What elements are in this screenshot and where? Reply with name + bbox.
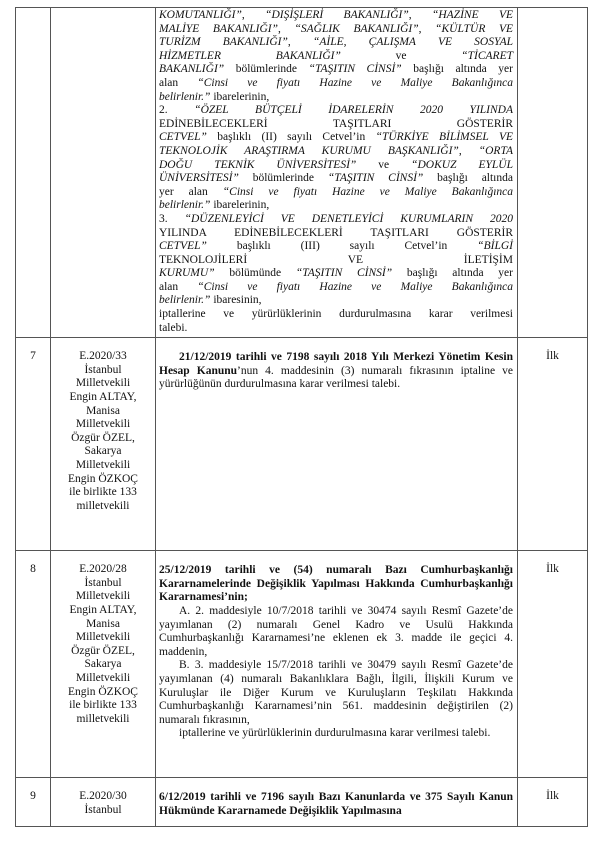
subject-line: KURUMU” bölümünde “TAŞITIN CİNSİ” başlığı altında yer bbox=[159, 267, 513, 280]
subject-line: KOMUTANLIĞI”, “DIŞİŞLERİ BAKANLIĞI”, “HAZİNE VE bbox=[159, 9, 513, 21]
subject-line: YILINDA EDİNEBİLECEKLERİ TAŞITLARI GÖSTERİR bbox=[159, 226, 513, 239]
applicant-cell bbox=[51, 338, 156, 551]
subject-line: MALİYE BAKANLIĞI”, “SAĞLIK BAKANLIĞI”, “KÜLTÜR VE bbox=[159, 22, 513, 35]
subject-line: belirlenir.” ibarelerinin, bbox=[159, 90, 270, 103]
subject-line: 3. “DÜZENLEYİCİ VE DENETLEYİCİ KURUMLARIN 2020 bbox=[159, 212, 513, 225]
subject-line: alan “Cinsi ve fiyatı Hazine ve Maliye Bakanlığınca bbox=[159, 280, 514, 293]
subject-line: BAKANLIĞI” bölümlerinde “TAŞITIN CİNSİ” başlığı altında yer bbox=[159, 63, 513, 76]
subject-conclusion: iptallerine ve yürürlüklerinin durdurulmasına karar verilmesi talebi. bbox=[179, 727, 491, 740]
row-number: 9 bbox=[16, 778, 51, 827]
applicant-text: E.2020/30 İstanbul bbox=[79, 790, 127, 816]
subject-text: ’nun 4. maddesinin (3) numaralı fıkrasının iptaline ve yürürlüğünün durdurulmasına karar verilmesi talebi. bbox=[159, 364, 513, 391]
subject-cell-continued bbox=[156, 8, 518, 338]
subject-line: EDİNEBİLECEKLERİ TAŞITLARI GÖSTERİR bbox=[159, 117, 513, 130]
subject-line: TEKNOLOJİK ARAŞTIRMA KURUMU BAŞKANLIĞI”, “ORTA bbox=[159, 144, 514, 157]
table-row bbox=[16, 778, 588, 827]
table-row bbox=[16, 551, 588, 778]
subject-line: belirlenir.” ibarelerinin, bbox=[159, 199, 270, 212]
applicant-text: E.2020/28 İstanbul Milletvekili Engin ALTAY, Manisa Milletvekili Özgür ÖZEL, Sakarya Milletvekili Engin ÖZKOÇ ile birlikte 133 milletvekili bbox=[68, 563, 138, 725]
subject-line: 2. “ÖZEL BÜTÇELİ İDARELERİN 2020 YILINDA bbox=[159, 104, 513, 117]
subject-line: ÜNİVERSİTESİ” bölümlerinde “TAŞITIN CİNSİ” başlığı altında bbox=[159, 172, 513, 185]
result-cell: İlk bbox=[518, 551, 588, 778]
subject-line: alan “Cinsi ve fiyatı Hazine ve Maliye Bakanlığınca bbox=[159, 76, 514, 89]
subject-line: CETVEL” başlıklı (II) sayılı Cetvel’in “TÜRKİYE BİLİMSEL VE bbox=[159, 131, 513, 144]
subject-law-title: 21/12/2019 tarihli ve 7198 sayılı 2018 Yılı Merkezi Yönetim Kesin Hesap Kanunu bbox=[159, 351, 513, 377]
subject-cell bbox=[156, 778, 518, 827]
result-cell bbox=[518, 8, 588, 338]
decisions-table bbox=[15, 7, 588, 827]
subject-line: DOĞU TEKNİK ÜNİVERSİTESİ” ve “DOKUZ EYLÜL bbox=[159, 158, 513, 171]
row-number: 7 bbox=[16, 338, 51, 551]
subject-line: CETVEL” başlıklı (III) sayılı Cetvel’in “BİLGİ bbox=[159, 240, 513, 253]
row-number: 8 bbox=[16, 551, 51, 778]
subject-decree-title: 25/12/2019 tarihli ve (54) numaralı Bazı Cumhurbaşkanlığı Kararnamelerinde Değişiklik Yapılması Hakkında Cumhurbaşkanlığı Kararnamesi’nin; bbox=[159, 564, 513, 604]
subject-line: iptallerine ve yürürlüklerinin durdurulmasına karar verilmesi bbox=[159, 308, 513, 321]
subject-line: belirlenir.” ibaresinin, bbox=[159, 294, 262, 307]
subject-line: TEKNOLOJİLERİ VE İLETİŞİM bbox=[159, 253, 513, 266]
subject-line: HİZMETLER BAKANLIĞI” ve “TİCARET bbox=[159, 49, 513, 62]
applicant-text: E.2020/33 İstanbul Milletvekili Engin ALTAY, Manisa Milletvekili Özgür ÖZEL, Sakarya Milletvekili Engin ÖZKOÇ ile birlikte 133 milletvekili bbox=[68, 350, 138, 512]
result-cell: İlk bbox=[518, 338, 588, 551]
table-row bbox=[16, 338, 588, 551]
applicant-cell bbox=[51, 778, 156, 827]
number-cell bbox=[16, 8, 51, 338]
subject-line: yer alan “Cinsi ve fiyatı Hazine ve Maliye Bakanlığınca bbox=[159, 185, 514, 198]
table-row-continued bbox=[16, 8, 588, 338]
subject-line: TURİZM BAKANLIĞI”, “AİLE, ÇALIŞMA VE SOSYAL bbox=[159, 36, 513, 49]
subject-cell bbox=[156, 338, 518, 551]
subject-clause-b: B. 3. maddesiyle 15/7/2018 tarihli ve 30479 sayılı Resmî Gazete’de yayımlanan (4) numaralı Bakanlıklara Bağlı, İlgili, İlişkili Kurum ve Kuruluşlar ile Diğer Kurum ve Kuruluşların Teşkilatı Hakkında Cumhurbaşkanlığı Kararnamesi’nin 561. maddesinin değiştirilen (2) numaralı fıkrasının, bbox=[159, 659, 513, 726]
subject-line: talebi. bbox=[159, 321, 188, 334]
subject-law-title: 6/12/2019 tarihli ve 7196 sayılı Bazı Kanunlarda ve 375 Sayılı Kanun Hükmünde Kararnamede Değişiklik Yapılmasına bbox=[159, 791, 513, 817]
subject-clause-a: A. 2. maddesiyle 10/7/2018 tarihli ve 30474 sayılı Resmî Gazete’de yayımlanan (2) numaralı Genel Kadro ve Usulü Hakkında Cumhurbaşkanlığı Kararnamesi’ne eklenen ek 3. madde ile geçici 4. maddenin, bbox=[159, 605, 513, 658]
result-cell: İlk bbox=[518, 778, 588, 827]
applicant-cell bbox=[51, 551, 156, 778]
applicant-cell bbox=[51, 8, 156, 338]
subject-cell bbox=[156, 551, 518, 778]
